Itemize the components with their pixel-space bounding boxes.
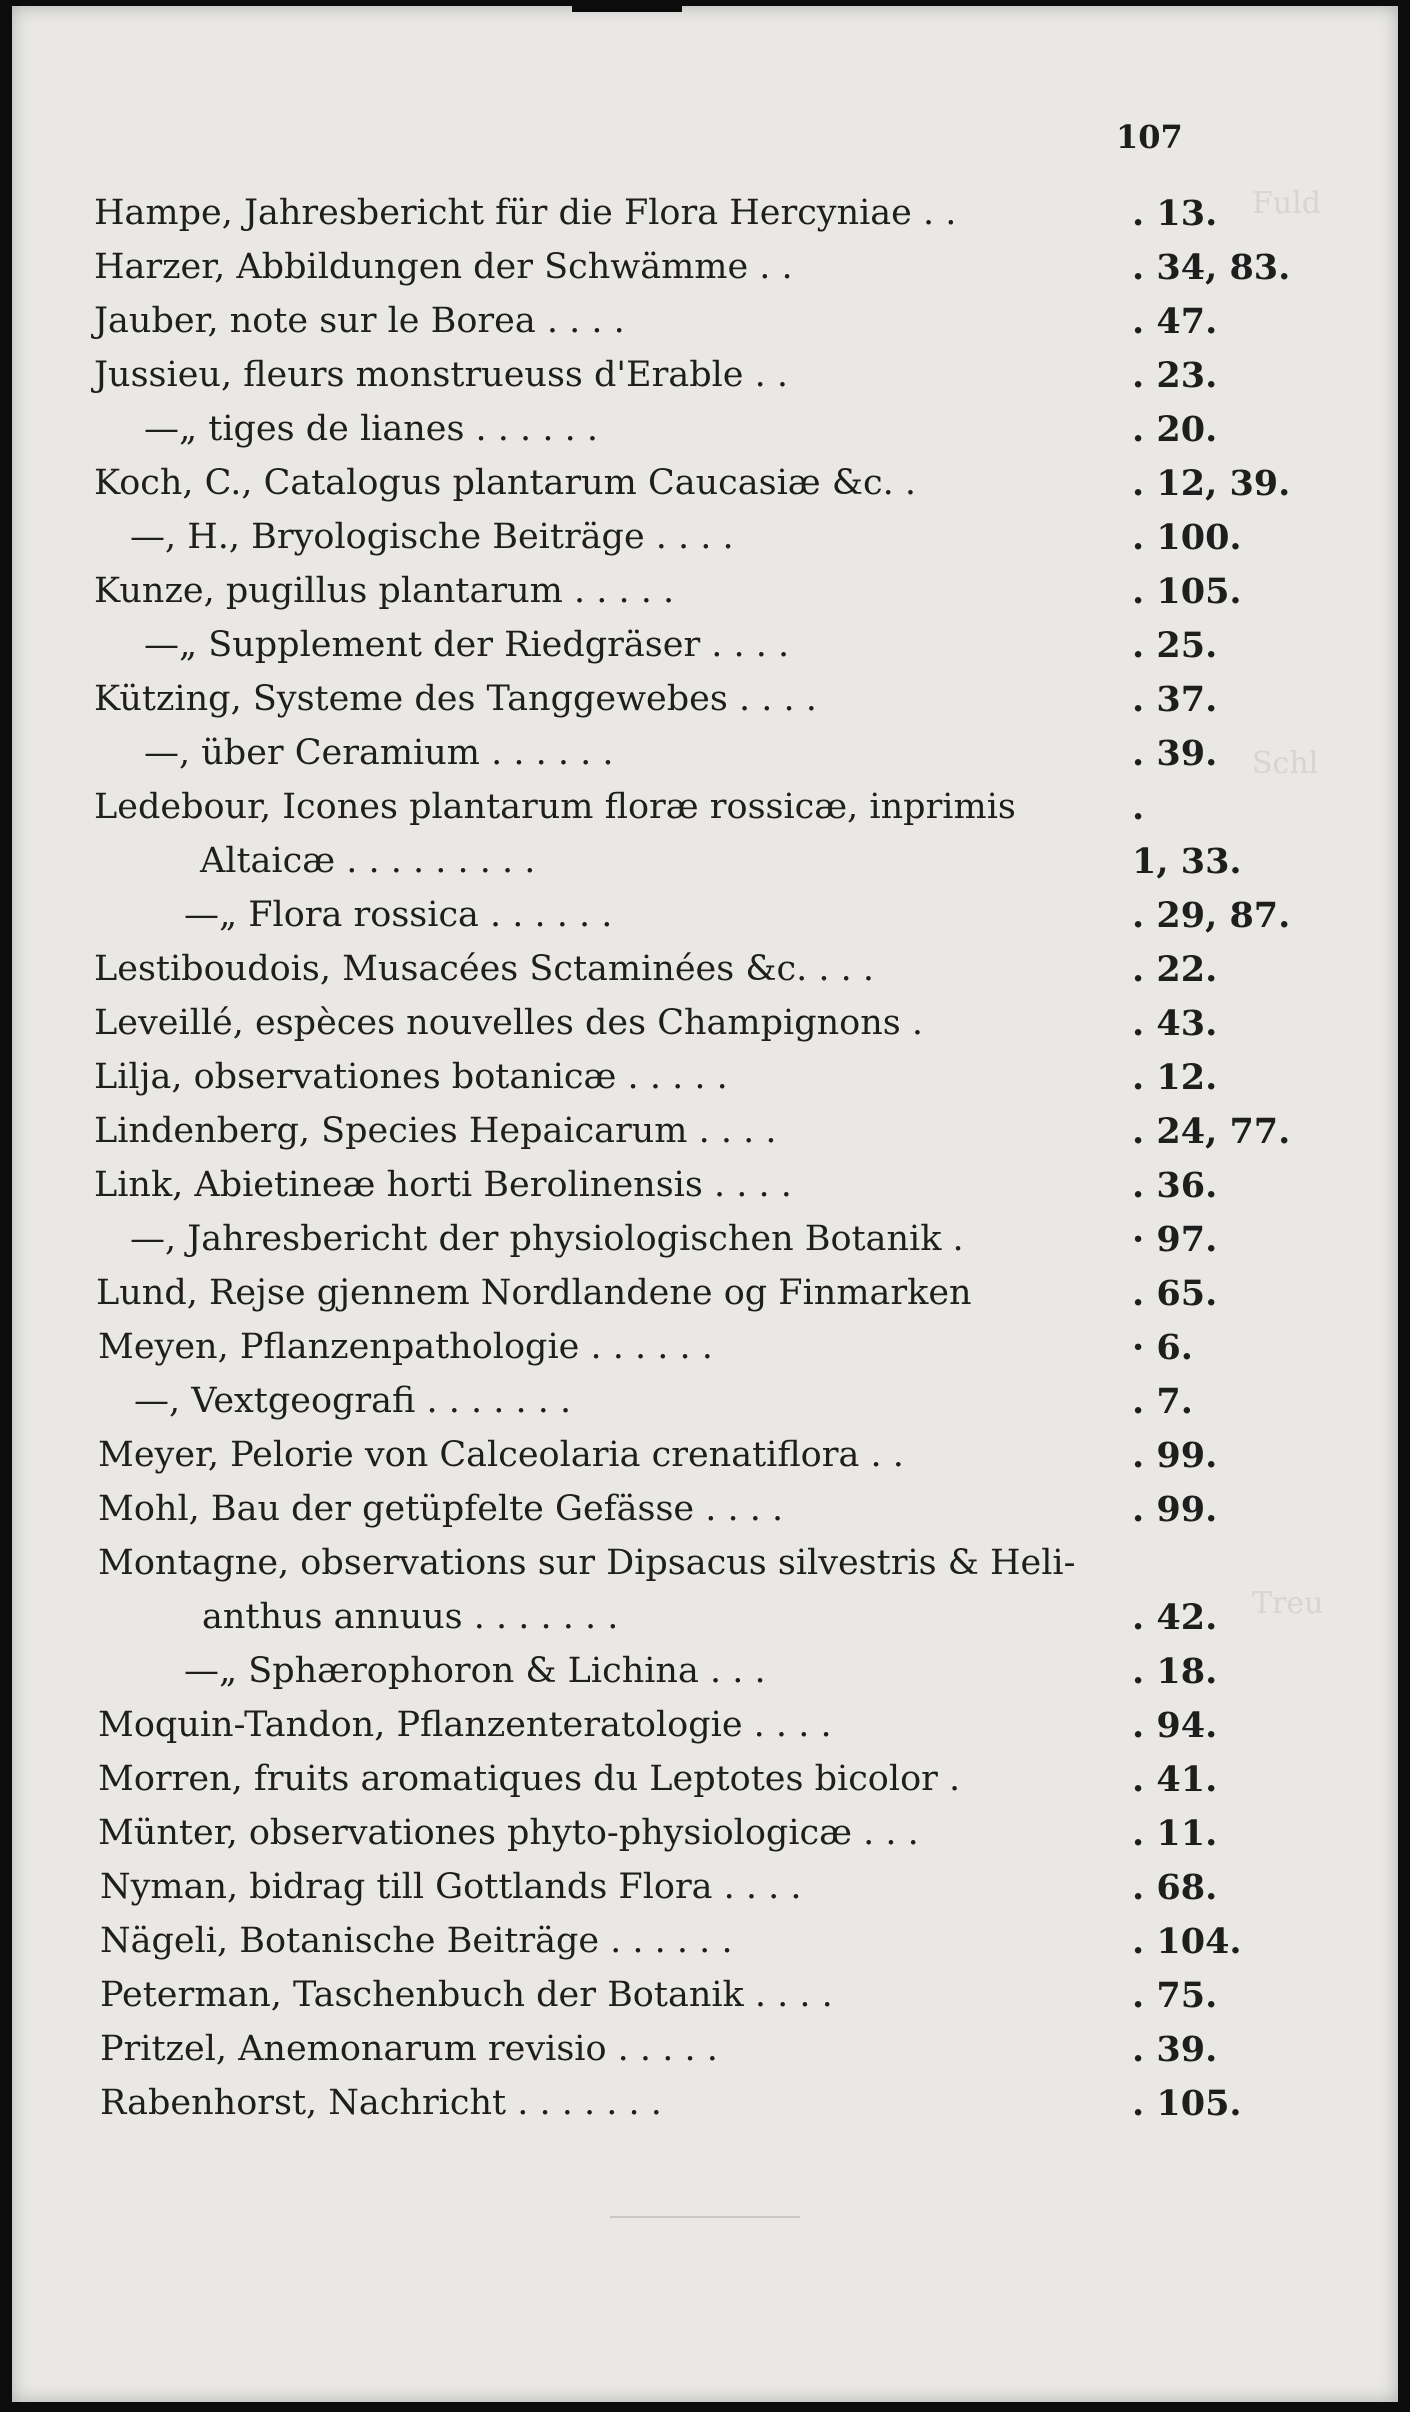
entry-text: Meyer, Pelorie von Calceolaria crenatiflora . . <box>98 1435 904 1475</box>
entry-page-ref: . 39. <box>1132 733 1218 774</box>
entry-page-ref: . 75. <box>1132 1975 1218 2016</box>
bleed-through-text: Fuld <box>1252 186 1321 221</box>
entry-page-ref: 1, 33. <box>1132 841 1242 882</box>
entry-page-ref: . 20. <box>1132 409 1218 450</box>
entry-text: —„ Sphærophoron & Lichina . . . <box>184 1651 766 1691</box>
entry-text: Nägeli, Botanische Beiträge . . . . . . <box>100 1921 733 1961</box>
entry-page-ref: . 22. <box>1132 949 1218 990</box>
entry-page-ref: . 42. <box>1132 1597 1218 1638</box>
entry-page-ref: . 100. <box>1132 517 1242 558</box>
entry-text: —, H., Bryologische Beiträge . . . . <box>130 517 734 557</box>
entry-page-ref: . 12, 39. <box>1132 463 1291 504</box>
entry-text: Jauber, note sur le Borea . . . . <box>94 301 625 341</box>
entry-page-ref: . 105. <box>1132 571 1242 612</box>
entry-text: Hampe, Jahresbericht für die Flora Hercyniae . . <box>94 193 957 233</box>
entry-page-ref: . 12. <box>1132 1057 1218 1098</box>
entry-text: —, Vextgeografi . . . . . . . <box>134 1381 572 1421</box>
entry-page-ref: . 99. <box>1132 1435 1218 1476</box>
entry-page-ref: . 34, 83. <box>1132 247 1291 288</box>
entry-page-ref: . 24, 77. <box>1132 1111 1291 1152</box>
entry-text: Kützing, Systeme des Tanggewebes . . . . <box>94 679 817 719</box>
entry-text: Koch, C., Catalogus plantarum Caucasiæ &c. . <box>94 463 916 503</box>
entry-page-ref: . 13. <box>1132 193 1218 234</box>
entry-page-ref: . 37. <box>1132 679 1218 720</box>
entry-page-ref: . 29, 87. <box>1132 895 1291 936</box>
entry-page-ref: . 105. <box>1132 2083 1242 2124</box>
entry-page-ref: . 11. <box>1132 1813 1218 1854</box>
entry-text: Mohl, Bau der getüpfelte Gefässe . . . . <box>98 1489 784 1529</box>
entry-text: Jussieu, fleurs monstrueuss d'Erable . . <box>94 355 789 395</box>
entry-page-ref: . 39. <box>1132 2029 1218 2070</box>
entry-page-ref: . 23. <box>1132 355 1218 396</box>
entry-text: Lindenberg, Species Hepaicarum . . . . <box>94 1111 777 1151</box>
entry-text: Münter, observationes phyto-physiologicæ . . . <box>98 1813 919 1853</box>
book-page <box>12 6 1398 2402</box>
entry-page-ref: . 36. <box>1132 1165 1218 1206</box>
entry-text: Meyen, Pflanzenpathologie . . . . . . <box>98 1327 713 1367</box>
entry-text: Link, Abietineæ horti Berolinensis . . . . <box>94 1165 792 1205</box>
entry-text: Rabenhorst, Nachricht . . . . . . . <box>100 2083 662 2123</box>
entry-text: Harzer, Abbildungen der Schwämme . . <box>94 247 793 287</box>
entry-text: —„ Flora rossica . . . . . . <box>184 895 613 935</box>
faint-rule <box>610 2216 800 2218</box>
entry-page-ref: . 41. <box>1132 1759 1218 1800</box>
entry-text: Lestiboudois, Musacées Sctaminées &c. . . . <box>94 949 874 989</box>
entry-page-ref: . 94. <box>1132 1705 1218 1746</box>
entry-text: Altaicæ . . . . . . . . . <box>200 841 536 881</box>
entry-page-ref: · 97. <box>1132 1219 1218 1260</box>
entry-text: anthus annuus . . . . . . . <box>202 1597 619 1637</box>
entry-text: Peterman, Taschenbuch der Botanik . . . . <box>100 1975 833 2015</box>
entry-text: Ledebour, Icones plantarum floræ rossicæ, inprimis <box>94 787 1016 827</box>
entry-page-ref: . 99. <box>1132 1489 1218 1530</box>
entry-page-ref: . 104. <box>1132 1921 1242 1962</box>
entry-text: Nyman, bidrag till Gottlands Flora . . . . <box>100 1867 802 1907</box>
bleed-through-text: Schl <box>1252 746 1319 781</box>
entry-page-ref: . 65. <box>1132 1273 1218 1314</box>
entry-page-ref: . 68. <box>1132 1867 1218 1908</box>
entry-page-ref: · 6. <box>1132 1327 1193 1368</box>
bleed-through-text: Treu <box>1252 1586 1324 1621</box>
entry-page-ref: . 25. <box>1132 625 1218 666</box>
entry-text: Moquin-Tandon, Pflanzenteratologie . . . . <box>98 1705 832 1745</box>
entry-text: Montagne, observations sur Dipsacus silvestris & Heli- <box>98 1543 1076 1583</box>
entry-page-ref: . 7. <box>1132 1381 1193 1422</box>
entry-text: —„ Supplement der Riedgräser . . . . <box>144 625 790 665</box>
entry-page-ref: . <box>1132 787 1145 828</box>
entry-text: —, über Ceramium . . . . . . <box>144 733 614 773</box>
entry-text: Morren, fruits aromatiques du Leptotes bicolor . <box>98 1759 961 1799</box>
entry-text: —„ tiges de lianes . . . . . . <box>144 409 598 449</box>
entry-text: Lund, Rejse gjennem Nordlandene og Finmarken <box>96 1273 972 1313</box>
page-number: 107 <box>1116 118 1183 156</box>
entry-text: Pritzel, Anemonarum revisio . . . . . <box>100 2029 718 2069</box>
entry-text: Kunze, pugillus plantarum . . . . . <box>94 571 675 611</box>
page-edge-shadow <box>572 6 682 12</box>
entry-page-ref: . 47. <box>1132 301 1218 342</box>
entry-page-ref: . 18. <box>1132 1651 1218 1692</box>
entry-page-ref: . 43. <box>1132 1003 1218 1044</box>
entry-text: Leveillé, espèces nouvelles des Champignons . <box>94 1003 923 1043</box>
entry-text: Lilja, observationes botanicæ . . . . . <box>94 1057 728 1097</box>
entry-text: —, Jahresbericht der physiologischen Botanik . <box>130 1219 964 1259</box>
